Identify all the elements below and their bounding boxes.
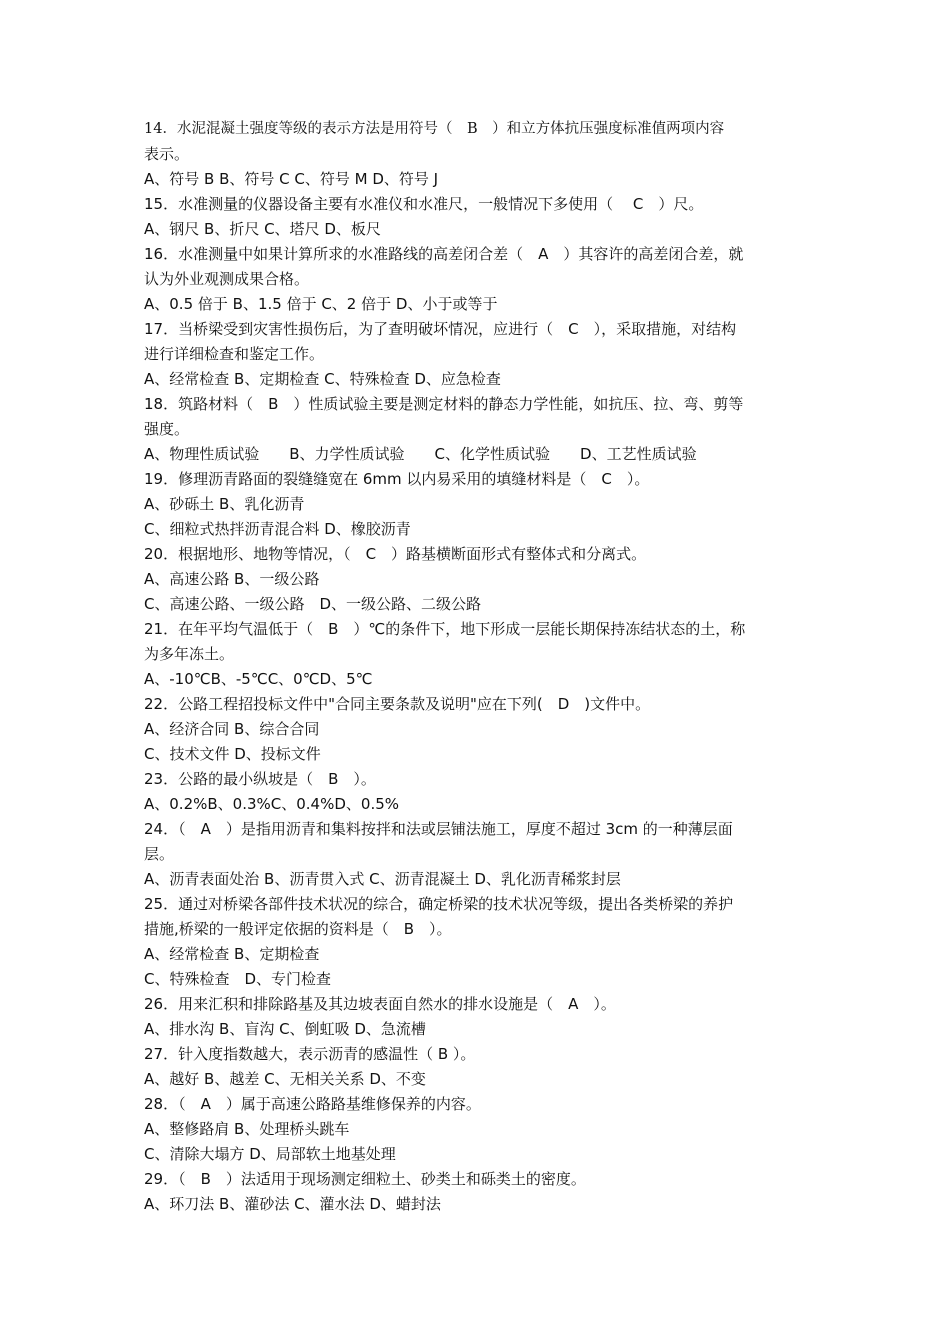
question-18-line-1: 18．筑路材料（ B ）性质试验主要是测定材料的静态力学性能，如抗压、拉、弯、剪等: [144, 395, 744, 413]
question-28-options-2: C、清除大塌方 D、局部软土地基处理: [144, 1145, 396, 1163]
question-20-options-1: A、高速公路 B、一级公路: [144, 570, 320, 588]
question-19-options-1: A、砂砾土 B、乳化沥青: [144, 495, 305, 513]
question-21-options: A、-10℃B、-5℃C、0℃D、5℃: [144, 670, 373, 688]
question-27: 27．针入度指数越大，表示沥青的感温性（ B ）。: [144, 1045, 476, 1063]
question-25-options-2: C、特殊检查 D、专门检查: [144, 970, 332, 988]
question-14-line-2: 表示。: [144, 145, 190, 163]
question-29-options: A、环刀法 B、灌砂法 C、灌水法 D、蜡封法: [144, 1195, 441, 1213]
question-24-line-1: 24．（ A ）是指用沥青和集料按拌和法或层铺法施工，厚度不超过 3cm 的一种薄层面: [144, 820, 733, 838]
question-15: 15．水准测量的仪器设备主要有水准仪和水准尺，一般情况下多使用（ C ）尺。: [144, 195, 704, 213]
question-16-line-2: 认为外业观测成果合格。: [144, 270, 310, 288]
question-26-options: A、排水沟 B、盲沟 C、倒虹吸 D、急流槽: [144, 1020, 426, 1038]
question-25-line-2: 措施,桥梁的一般评定依据的资料是（ B ）。: [144, 920, 452, 938]
question-17-line-2: 进行详细检查和鉴定工作。: [144, 345, 325, 363]
question-17-line-1: 17．当桥梁受到灾害性损伤后，为了查明破坏情况，应进行（ C ），采取措施，对结构: [144, 320, 737, 338]
question-21-line-1: 21．在年平均气温低于（ B ）℃的条件下，地下形成一层能长期保持冻结状态的土，称: [144, 620, 746, 638]
question-28-options-1: A、整修路肩 B、处理桥头跳车: [144, 1120, 350, 1138]
question-28: 28．（ A ）属于高速公路路基维修保养的内容。: [144, 1095, 481, 1113]
question-22-options-2: C、技术文件 D、投标文件: [144, 745, 321, 763]
question-19-options-2: C、细粒式热拌沥青混合料 D、橡胶沥青: [144, 520, 411, 538]
question-14-options: A、符号 B B、符号 C C、符号 M D、符号 J: [144, 170, 439, 188]
question-19: 19．修理沥青路面的裂缝缝宽在 6mm 以内易采用的填缝材料是（ C ）。: [144, 470, 650, 488]
question-18-line-2: 强度。: [144, 420, 190, 438]
question-20-options-2: C、高速公路、一级公路 D、一级公路、二级公路: [144, 595, 482, 613]
question-14-line-1: 14．水泥混凝土强度等级的表示方法是用符号（ B ）和立方体抗压强度标准值两项内容: [144, 121, 725, 137]
question-22-options-1: A、经济合同 B、综合合同: [144, 720, 320, 738]
question-21-line-2: 为多年冻土。: [144, 645, 235, 663]
question-18-options: A、物理性质试验 B、力学性质试验 C、化学性质试验 D、工艺性质试验: [144, 445, 697, 463]
question-25-line-1: 25．通过对桥梁各部件技术状况的综合，确定桥梁的技术状况等级，提出各类桥梁的养护: [144, 895, 734, 913]
question-16-line-1: 16．水准测量中如果计算所求的水准路线的高差闭合差（ A ）其容许的高差闭合差，就: [144, 245, 744, 263]
question-17-options: A、经常检查 B、定期检查 C、特殊检查 D、应急检查: [144, 370, 501, 388]
question-24-line-2: 层。: [144, 845, 175, 863]
question-29: 29．（ B ）法适用于现场测定细粒土、砂类土和砾类土的密度。: [144, 1170, 586, 1188]
question-26: 26．用来汇积和排除路基及其边坡表面自然水的排水设施是（ A ）。: [144, 995, 616, 1013]
question-20: 20．根据地形、地物等情况，（ C ）路基横断面形式有整体式和分离式。: [144, 545, 647, 563]
question-27-options: A、越好 B、越差 C、无相关关系 D、不变: [144, 1070, 426, 1088]
question-22: 22．公路工程招投标文件中"合同主要条款及说明"应在下列( D )文件中。: [144, 695, 651, 713]
question-25-options-1: A、经常检查 B、定期检查: [144, 945, 320, 963]
question-23: 23．公路的最小纵坡是（ B ）。: [144, 770, 376, 788]
question-16-options: A、0.5 倍于 B、1.5 倍于 C、2 倍于 D、小于或等于: [144, 295, 498, 313]
question-23-options: A、0.2%B、0.3%C、0.4%D、0.5%: [144, 795, 400, 813]
question-24-options: A、沥青表面处治 B、沥青贯入式 C、沥青混凝土 D、乳化沥青稀浆封层: [144, 870, 621, 888]
document-page: [144, 117, 810, 1217]
question-15-options: A、钢尺 B、折尺 C、塔尺 D、板尺: [144, 220, 381, 238]
